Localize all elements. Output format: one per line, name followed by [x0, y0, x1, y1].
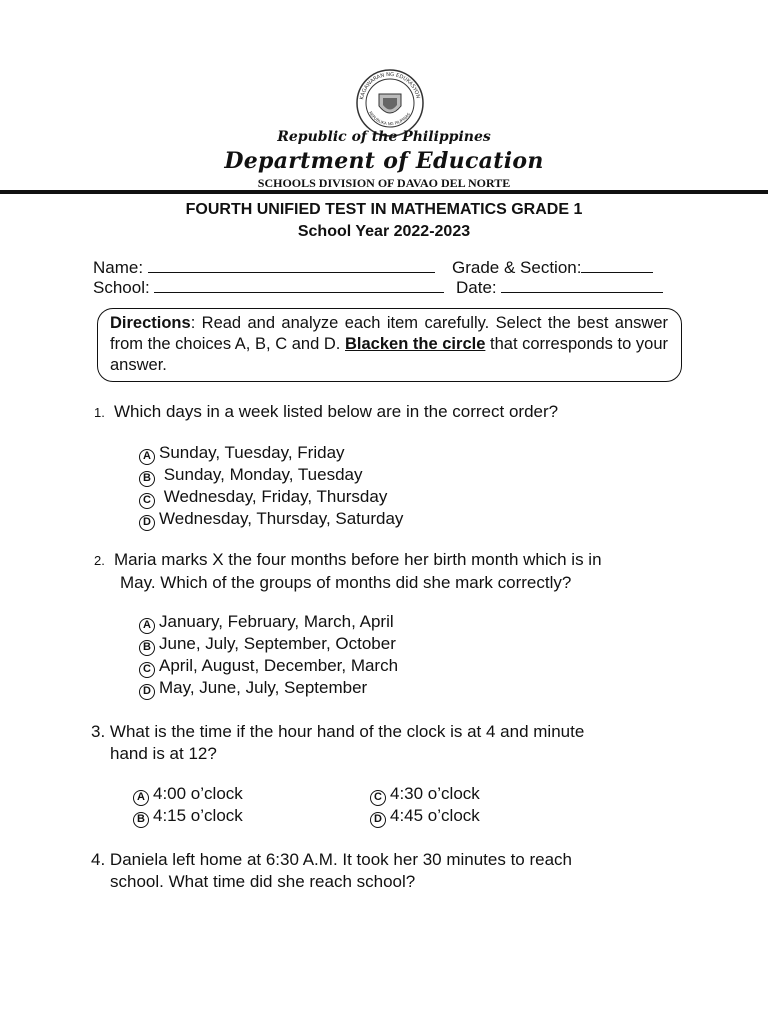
q2-option-c[interactable]: C April, August, December, March: [139, 655, 398, 678]
test-title: FOURTH UNIFIED TEST IN MATHEMATICS GRADE 1: [185, 201, 583, 218]
circle-c-icon[interactable]: C: [139, 493, 155, 509]
name-label: Name:: [93, 258, 144, 277]
question-2: 2. Maria marks X the four months before her birth month which is in May. Which of the groups of months did she mark correctly?: [94, 550, 602, 592]
circle-b-icon[interactable]: B: [139, 640, 155, 656]
circle-d-icon[interactable]: D: [139, 515, 155, 531]
q3-option-c[interactable]: C 4:30 o’clock: [370, 783, 480, 806]
circle-a-icon[interactable]: A: [133, 790, 149, 806]
header-divider: [0, 190, 768, 194]
question-1: 1. Which days in a week listed below are in the correct order?: [94, 402, 559, 421]
svg-text:KAGAWARAN NG EDUKASYON: KAGAWARAN NG EDUKASYON: [359, 71, 421, 101]
q1-option-a[interactable]: A Sunday, Tuesday, Friday: [139, 442, 345, 465]
q2-option-b[interactable]: B June, July, September, October: [139, 633, 396, 656]
division-heading: SCHOOLS DIVISION OF DAVAO DEL NORTE: [257, 176, 511, 190]
date-label: Date:: [456, 278, 497, 297]
q2-option-d[interactable]: D May, June, July, September: [139, 677, 367, 700]
directions-label: Directions: [110, 314, 191, 332]
grade-section-field[interactable]: [452, 257, 653, 278]
school-year: School Year 2022-2023: [297, 223, 471, 240]
question-3: 3. What is the time if the hour hand of the clock is at 4 and minute hand is at 12?: [91, 722, 585, 763]
circle-b-icon[interactable]: B: [133, 812, 149, 828]
date-blank[interactable]: [501, 277, 663, 293]
circle-a-icon[interactable]: A: [139, 618, 155, 634]
school-field[interactable]: [93, 277, 444, 298]
republic-heading: Republic of the Philippines: [277, 129, 491, 145]
svg-text:REPUBLIKA NG PILIPINAS: REPUBLIKA NG PILIPINAS: [367, 110, 412, 127]
circle-c-icon[interactable]: C: [139, 662, 155, 678]
circle-d-icon[interactable]: D: [370, 812, 386, 828]
name-field[interactable]: [93, 257, 435, 278]
circle-a-icon[interactable]: A: [139, 449, 155, 465]
deped-seal-logo: [355, 68, 425, 138]
name-blank[interactable]: [148, 257, 435, 273]
circle-c-icon[interactable]: C: [370, 790, 386, 806]
q3-option-b[interactable]: B 4:15 o’clock: [133, 805, 243, 828]
q1-option-c[interactable]: C Wednesday, Friday, Thursday: [139, 486, 387, 509]
school-blank[interactable]: [154, 277, 444, 293]
department-heading: Department of Education: [224, 148, 544, 174]
circle-b-icon[interactable]: B: [139, 471, 155, 487]
school-label: School:: [93, 278, 150, 297]
directions-text: Directions: Read and analyze each item carefully. Select the best answer from the choices A, B, C and D. Blacken the circle that corresponds to your answer.: [110, 314, 669, 374]
q3-option-d[interactable]: D 4:45 o’clock: [370, 805, 480, 828]
grade-section-label: Grade & Section:: [452, 258, 582, 277]
grade-section-blank[interactable]: [581, 257, 653, 273]
circle-d-icon[interactable]: D: [139, 684, 155, 700]
date-field[interactable]: [456, 277, 663, 298]
q1-option-d[interactable]: D Wednesday, Thursday, Saturday: [139, 508, 403, 531]
question-4: 4. Daniela left home at 6:30 A.M. It took her 30 minutes to reach school. What time did she reach school?: [91, 850, 573, 891]
q2-option-a[interactable]: A January, February, March, April: [139, 611, 394, 634]
q3-option-a[interactable]: A 4:00 o’clock: [133, 783, 243, 806]
directions-emphasis: Blacken the circle: [345, 335, 486, 353]
q1-option-b[interactable]: B Sunday, Monday, Tuesday: [139, 464, 363, 487]
